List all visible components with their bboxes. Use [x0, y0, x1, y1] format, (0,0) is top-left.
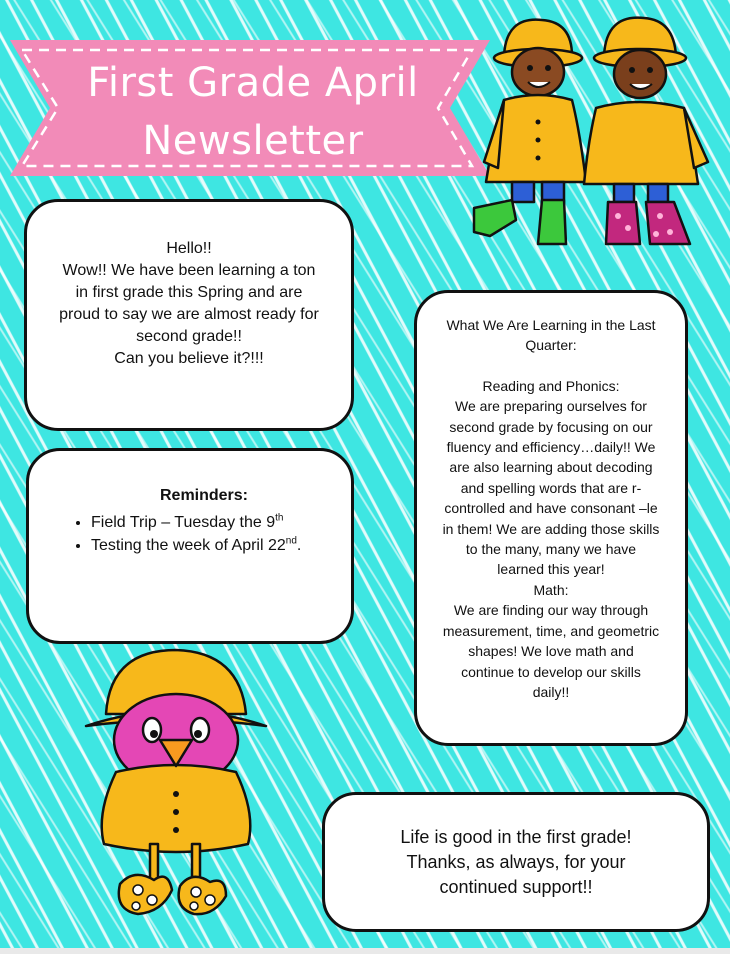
- page-bottom-edge: [0, 948, 730, 954]
- reading-text: We are preparing ourselves for second grade by focusing on our fluency and efficiency…daily!! We are also learning about decoding and spelling words that are r-controlled and have consonant –le in them! We are adding those skills to the many, many we have learned this year!: [442, 398, 660, 578]
- reminders-list: [29, 511, 325, 557]
- learning-box: [414, 290, 688, 746]
- closing-box: [322, 792, 710, 932]
- greeting-box: [24, 199, 354, 431]
- greeting-question: Can you believe it?!!!: [114, 350, 264, 367]
- math-title: Math:: [533, 581, 569, 598]
- reminders-box: [26, 448, 354, 644]
- math-text: We are finding our way through measurement, time, and geometric shapes! We love math and continue to develop our skills daily!!: [442, 602, 660, 700]
- page-title: [68, 54, 438, 170]
- title-banner: [10, 40, 490, 176]
- reading-title: Reading and Phonics:: [482, 377, 620, 394]
- rainy-bird-illustration: [76, 644, 272, 946]
- title-line-2: Newsletter: [142, 118, 364, 164]
- reminder-item: • Testing the week of April 22nd.: [91, 534, 325, 557]
- title-line-1: First Grade April: [87, 60, 419, 106]
- closing-line-2: Thanks, as always, for your continued support!!: [406, 852, 626, 897]
- greeting-hello: Hello!!: [166, 240, 212, 257]
- greeting-message: Wow!! We have been learning a ton in first grade this Spring and are proud to say we are almost ready for second grade!!: [59, 262, 319, 345]
- rainy-kids-illustration: [464, 12, 720, 250]
- reminders-title: Reminders:: [159, 487, 249, 504]
- closing-line-1: Life is good in the first grade!: [400, 827, 632, 847]
- learning-heading: What We Are Learning in the Last Quarter:: [446, 317, 656, 354]
- reminder-item: • Field Trip – Tuesday the 9th: [91, 511, 325, 534]
